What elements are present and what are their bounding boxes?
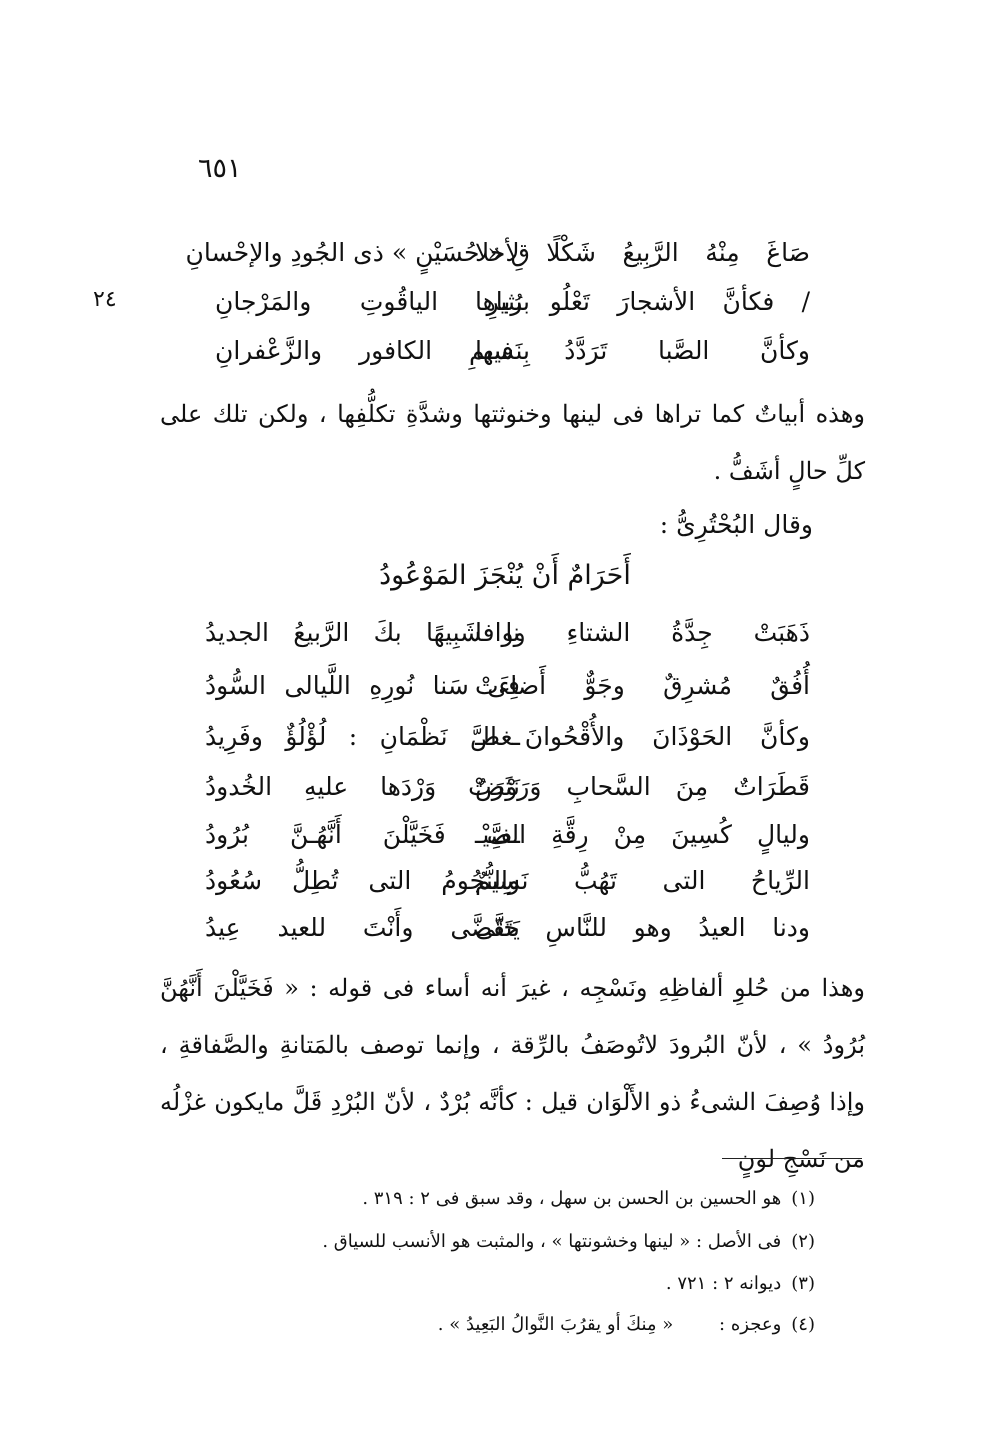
footnote-text: وعجزه : « مِنكَ أو يقرُبَ النَّوالُ البَعِيدُ » . [437,1314,782,1335]
verse-line [215,336,810,370]
margin-number: ٢٤ [93,287,117,312]
verse-line [215,287,810,321]
hemistich-second: والنُّجُومُ التى تُطِلُّ سُعُودُ [205,866,520,895]
hemistich-second: يَتَقَضَّى وأَنْتَ للعيد عِيدُ [205,913,520,942]
verse-line [205,618,810,654]
hemistich-first: قَطَرَاتٌ مِنَ السَّحابِ وَرَوْضٌ [475,772,810,801]
verse-line [205,866,810,902]
poem-title: أَحَرَامٌ أَنْ يُنْجَزَ المَوْعُودُ [379,560,631,591]
footnote-number: (٣) [791,1273,815,1294]
footnote [362,1188,815,1209]
footnote-number: (١) [791,1188,815,1209]
verse-line [205,671,810,707]
hemistich-first: وليالٍ كُسِينَ مِنْ رِقَّةِ الصَّيْـ [475,820,810,849]
hemistich-second: ـغضَّ نَظْمَانِ : لُؤْلُؤٌ وفَرِيدُ [205,722,520,751]
footnote [438,1314,815,1335]
verse-line [205,820,810,856]
hemistich-second: ـفِ فَخَيَّلْنَ أَنَّهُـنَّ بُرُودُ [205,820,520,849]
hemistich-first: صَاغَ مِنْهُ الرَّبِيعُ شَكْلًا لأخلا [475,238,810,267]
section-intro: وقال البُحْتُرِىُّ : [659,510,813,539]
footnote [666,1273,815,1294]
verse-line [185,238,810,272]
hemistich-second: بنثيرِ الياقُوتِ والمَرْجانِ [215,287,530,316]
footnote [322,1231,815,1252]
page-number: ٦٥١ [198,153,242,184]
verse-line [205,722,810,758]
hemistich-first: ودنا العيدُ وهو للنَّاسِ حتَّى [475,913,810,942]
footnote-text: هو الحسين بن الحسن بن سهل ، وقد سبق فى ٢ : ٣١٩ . [362,1188,782,1209]
paragraph: وهذا من حُلوِ ألفاظِهِ ونَسْجِه ، غيرَ أنه أساء فى قوله : « فَخَيَّلْنَ أَنَّهُنَّ بُرُودُ » ، لأنّ البُرودَ لاتُوصَفُ بالرِّقة ، وإنما توصف بالمَتانةِ والصَّفاقةِ ، وإذا وُصِفَ الشىءُ ذو الأَلْوَان قيل : كأنَّه بُرْدٌ ، لأنّ البُرْدِ قَلَّ مايكون غزْلُه من نَسْجِ لونٍ [160,974,865,1173]
hemistich-second: قِ « حُسَيْنٍ » ذى الجُودِ والإحْسانِ [185,238,530,267]
footnote-text: فى الأصل : « لينها وخشونتها » ، والمثبت هو الأنسب للسياق . [322,1231,782,1252]
verse-line [205,913,810,949]
hemistich-first: / فكأنَّ الأشجارَ تَعْلُو رُباها [475,287,810,316]
hemistich-second: نَثَرَتْ وَرْدَها عليهِ الخُدودُ [205,772,520,801]
footnote-number: (٢) [791,1231,815,1252]
hemistich-first: أُفُقٌ مُشرِقٌ وجَوٌّ أَضاءَتْ [475,671,810,700]
footnote-divider [722,1158,862,1159]
hemistich-first: الرِّياحُ التى تَهُبُّ نَسِيمٌ [475,866,810,895]
hemistich-first: وكأنَّ الحَوْذَانَ والأُقْحُوانَ الـ [475,722,810,751]
hemistich-second: بِنَسيمِ الكافور والزَّعْفرانِ [215,336,530,365]
hemistich-first: ذَهَبَتْ جِدَّةُ الشتاءِ ووافا [475,618,810,647]
footnote-number: (٤) [791,1314,815,1335]
verse-line [205,772,810,808]
hemistich-second: نا شَبِيهًا بكَ الرَّبيعُ الجديدُ [205,618,520,647]
footnote-text: ديوانه ٢ : ٧٢١ . [665,1273,782,1294]
hemistich-second: فِى سَنا نُورِهِ اللَّيالى السُّودُ [205,671,520,700]
hemistich-first: وكأنَّ الصَّبا تَرَدَّدُ فيها [475,336,810,365]
paragraph: وهذه أبياتٌ كما تراها فى لينها وخنوثتها وشدَّةِ تكلُّفِها ، ولكن تلك على كلِّ حالٍ أشَفُّ . [160,400,865,485]
